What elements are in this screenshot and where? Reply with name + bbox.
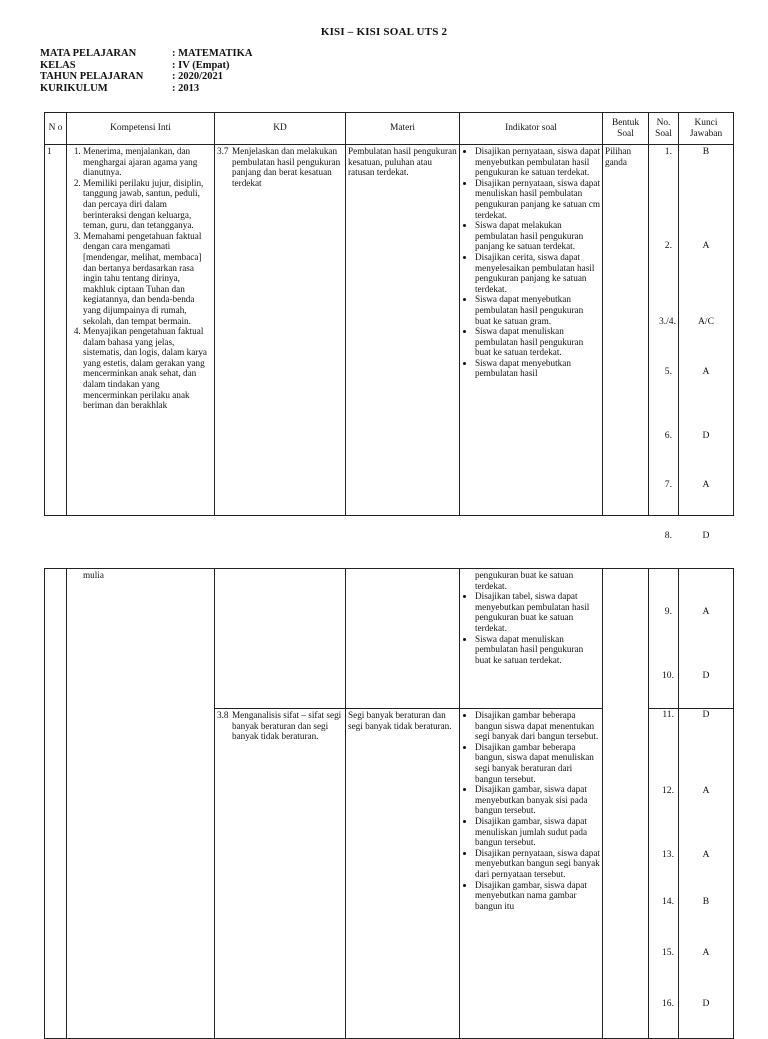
list-item: • Disajikan pernyataan, siswa dapat menuliskan hasil pembulatan pengukuran panjang ke satuan cm terdekat. bbox=[475, 178, 600, 220]
kompetensi-inti-cell bbox=[67, 145, 215, 516]
list-item: • Disajikan pernyataan, siswa dapat menyebutkan bangun segi banyak dari pernyataan tersebut. bbox=[475, 848, 600, 880]
no-soal: 16. bbox=[662, 998, 674, 1009]
kd-cell bbox=[215, 709, 346, 1039]
list-item: 3. Memahami pengetahuan faktual dengan cara mengamati [mendengar, melihat, membaca] dan bertanya berdasarkan rasa ingin tahu tentang dirinya, makhluk ciptaan Tuhan dan kegiatannya, dan benda-benda yang dijumpainya di rumah, sekolah, dan tempat bermain. bbox=[83, 231, 212, 326]
indikator-list bbox=[462, 591, 600, 665]
no-soal: 15. bbox=[662, 947, 674, 958]
kd-cell bbox=[215, 145, 346, 516]
table-row bbox=[45, 145, 734, 516]
list-item: • Disajikan gambar beberapa bangun, siswa dapat menuliskan segi banyak beraturan dari bangun tersebut. bbox=[475, 742, 600, 784]
no-soal: 11. bbox=[662, 709, 674, 720]
kompetensi-inti-list bbox=[69, 146, 212, 411]
indikator-list bbox=[462, 146, 600, 379]
kunci-jawaban: A/C bbox=[698, 316, 714, 327]
kunci-jawaban: A bbox=[702, 366, 710, 377]
header-indikator: Indikator soal bbox=[460, 113, 603, 145]
kunci-jawaban-cell bbox=[679, 709, 734, 1039]
kd-text: Menjelaskan dan melakukan pembulatan hasil pengukuran panjang dan berat kesatuan terdekat bbox=[232, 146, 341, 188]
kunci-jawaban: D bbox=[702, 709, 710, 720]
materi-cell: Pembulatan hasil pengukuran kesatuan, puluhan atau ratusan terdekat. bbox=[346, 145, 460, 516]
list-item: • Disajikan cerita, siswa dapat menyelesaikan pembulatan hasil pengukuran panjang ke satuan terdekat. bbox=[475, 252, 600, 294]
kd-text: Menganalisis sifat – sifat segi banyak beraturan dan segi banyak tidak beraturan. bbox=[232, 710, 342, 742]
kompetensi-inti-cell-continued bbox=[67, 569, 215, 1039]
header-materi: Materi bbox=[346, 113, 460, 145]
list-item: • Disajikan pernyataan, siswa dapat menyebutkan pembulatan hasil pengukuran ke satuan terdekat. bbox=[475, 146, 600, 178]
bentuk-soal-cell: Pilihan ganda bbox=[603, 145, 649, 516]
no-soal: 6. bbox=[664, 430, 672, 441]
no-soal: 12. bbox=[662, 785, 674, 796]
list-item: • Siswa dapat melakukan pembulatan hasil pengukuran panjang ke satuan terdekat. bbox=[475, 220, 600, 252]
ki-continuation: mulia bbox=[83, 570, 104, 580]
no-soal-cell bbox=[649, 569, 679, 709]
kunci-jawaban: D bbox=[702, 430, 710, 441]
kisi-table-page-1 bbox=[44, 112, 734, 541]
kunci-jawaban: A bbox=[702, 947, 710, 958]
document-title: KISI – KISI SOAL UTS 2 bbox=[320, 26, 448, 38]
list-item: • Disajikan gambar beberapa bangun siswa dapat menentukan segi banyak dari bangun tersebut. bbox=[475, 710, 600, 742]
table-row bbox=[45, 569, 734, 709]
no-soal: 1. bbox=[664, 146, 672, 157]
kd-number: 3.8 bbox=[217, 710, 229, 720]
kd-cell-continued bbox=[215, 569, 346, 709]
header-bentuk-soal: Bentuk Soal bbox=[603, 113, 649, 145]
list-item: 4. Menyajikan pengetahuan faktual dalam bahasa yang jelas, sistematis, dan logis, dalam karya yang estetis, dalam gerakan yang mencerminkan anak sehat, dan dalam tindakan yang mencerminkan perilaku anak beriman dan berakhlak bbox=[83, 326, 212, 411]
no-soal: 2. bbox=[664, 240, 672, 251]
meta-key: KELAS bbox=[40, 59, 76, 71]
list-item: • Disajikan gambar, siswa dapat menyebutkan nama gambar bangun itu bbox=[475, 880, 600, 912]
materi-cell: Segi banyak beraturan dan segi banyak tidak beraturan. bbox=[346, 709, 460, 1039]
indikator-continuation: pengukuran buat ke satuan terdekat. bbox=[475, 570, 574, 591]
no-soal: 13. bbox=[662, 849, 674, 860]
meta-value: : 2013 bbox=[172, 82, 200, 94]
header-kd: KD bbox=[215, 113, 346, 145]
list-item: • Disajikan gambar, siswa dapat menyebutkan banyak sisi pada bangun tersebut. bbox=[475, 784, 600, 816]
header-kompetensi-inti: Kompetensi Inti bbox=[67, 113, 215, 145]
indikator-cell bbox=[460, 145, 603, 516]
list-item: • Disajikan gambar, siswa dapat menuliskan jumlah sudut pada bangun tersebut. bbox=[475, 816, 600, 848]
meta-row bbox=[40, 71, 252, 83]
list-item: • Siswa dapat menyebutkan pembulatan hasil pengukuran buat ke satuan gram. bbox=[475, 294, 600, 326]
list-item: 1. Menerima, menjalankan, dan menghargai ajaran agama yang dianutnya. bbox=[83, 146, 212, 178]
bentuk-soal-cell-continued bbox=[603, 569, 649, 1039]
kunci-jawaban: A bbox=[702, 240, 710, 251]
row-number: 1 bbox=[45, 145, 67, 516]
kunci-jawaban: D bbox=[702, 998, 710, 1009]
kunci-jawaban: A bbox=[702, 849, 710, 860]
materi-cell-continued bbox=[346, 569, 460, 709]
row-number-continued bbox=[45, 569, 67, 1039]
header-no: N o bbox=[45, 113, 67, 145]
list-item: • Siswa dapat menuliskan pembulatan hasil pengukuran buat ke satuan terdekat. bbox=[475, 326, 600, 358]
kunci-jawaban-cell bbox=[679, 145, 734, 541]
meta-key: KURIKULUM bbox=[40, 82, 108, 94]
kunci-jawaban: A bbox=[702, 479, 710, 490]
header-no-soal: No. Soal bbox=[649, 113, 679, 145]
kunci-jawaban: A bbox=[702, 606, 710, 617]
kunci-jawaban: B bbox=[702, 146, 710, 157]
no-soal: 7. bbox=[664, 479, 672, 490]
no-soal: 3./4. bbox=[658, 316, 676, 327]
list-item: • Disajikan tabel, siswa dapat menyebutkan pembulatan hasil pengukuran buat ke satuan terdekat. bbox=[475, 591, 600, 633]
list-item: • Siswa dapat menyebutkan pembulatan hasil bbox=[475, 358, 600, 379]
no-soal: 8. bbox=[664, 530, 672, 541]
meta-row bbox=[40, 60, 252, 72]
indikator-cell bbox=[460, 709, 603, 1039]
no-soal: 14. bbox=[662, 896, 674, 907]
table-header-row bbox=[45, 113, 734, 145]
no-soal: 9. bbox=[664, 606, 672, 617]
kd-number: 3.7 bbox=[217, 146, 229, 156]
document-meta bbox=[40, 48, 252, 94]
meta-value: : MATEMATIKA bbox=[172, 48, 253, 59]
list-item: 2. Memiliki perilaku jujur, disiplin, tanggung jawab, santun, peduli, dan percaya diri dalam berinteraksi dengan keluarga, teman, guru, dan tetangganya. bbox=[83, 178, 212, 231]
header-kunci-jawaban: Kunci Jawaban bbox=[679, 113, 734, 145]
meta-key: TAHUN PELAJARAN bbox=[40, 71, 144, 82]
kunci-jawaban: A bbox=[702, 785, 710, 796]
meta-value: : 2020/2021 bbox=[172, 71, 224, 82]
kunci-jawaban-cell bbox=[679, 569, 734, 709]
kunci-jawaban: D bbox=[702, 530, 710, 541]
kunci-jawaban: B bbox=[702, 896, 710, 907]
no-soal-cell bbox=[649, 709, 679, 1039]
indikator-list bbox=[462, 710, 600, 911]
meta-row bbox=[40, 83, 252, 95]
indikator-cell-continued bbox=[460, 569, 603, 709]
kunci-jawaban: D bbox=[702, 670, 710, 681]
no-soal: 5. bbox=[664, 366, 672, 377]
kisi-table-page-2 bbox=[44, 568, 734, 1039]
meta-key: MATA PELAJARAN bbox=[40, 48, 137, 59]
list-item: • Siswa dapat menuliskan pembulatan hasil pengukuran buat ke satuan terdekat. bbox=[475, 634, 600, 666]
meta-value: : IV (Empat) bbox=[172, 59, 230, 71]
no-soal-cell bbox=[649, 145, 679, 541]
meta-row bbox=[40, 48, 252, 60]
no-soal: 10. bbox=[662, 670, 674, 681]
